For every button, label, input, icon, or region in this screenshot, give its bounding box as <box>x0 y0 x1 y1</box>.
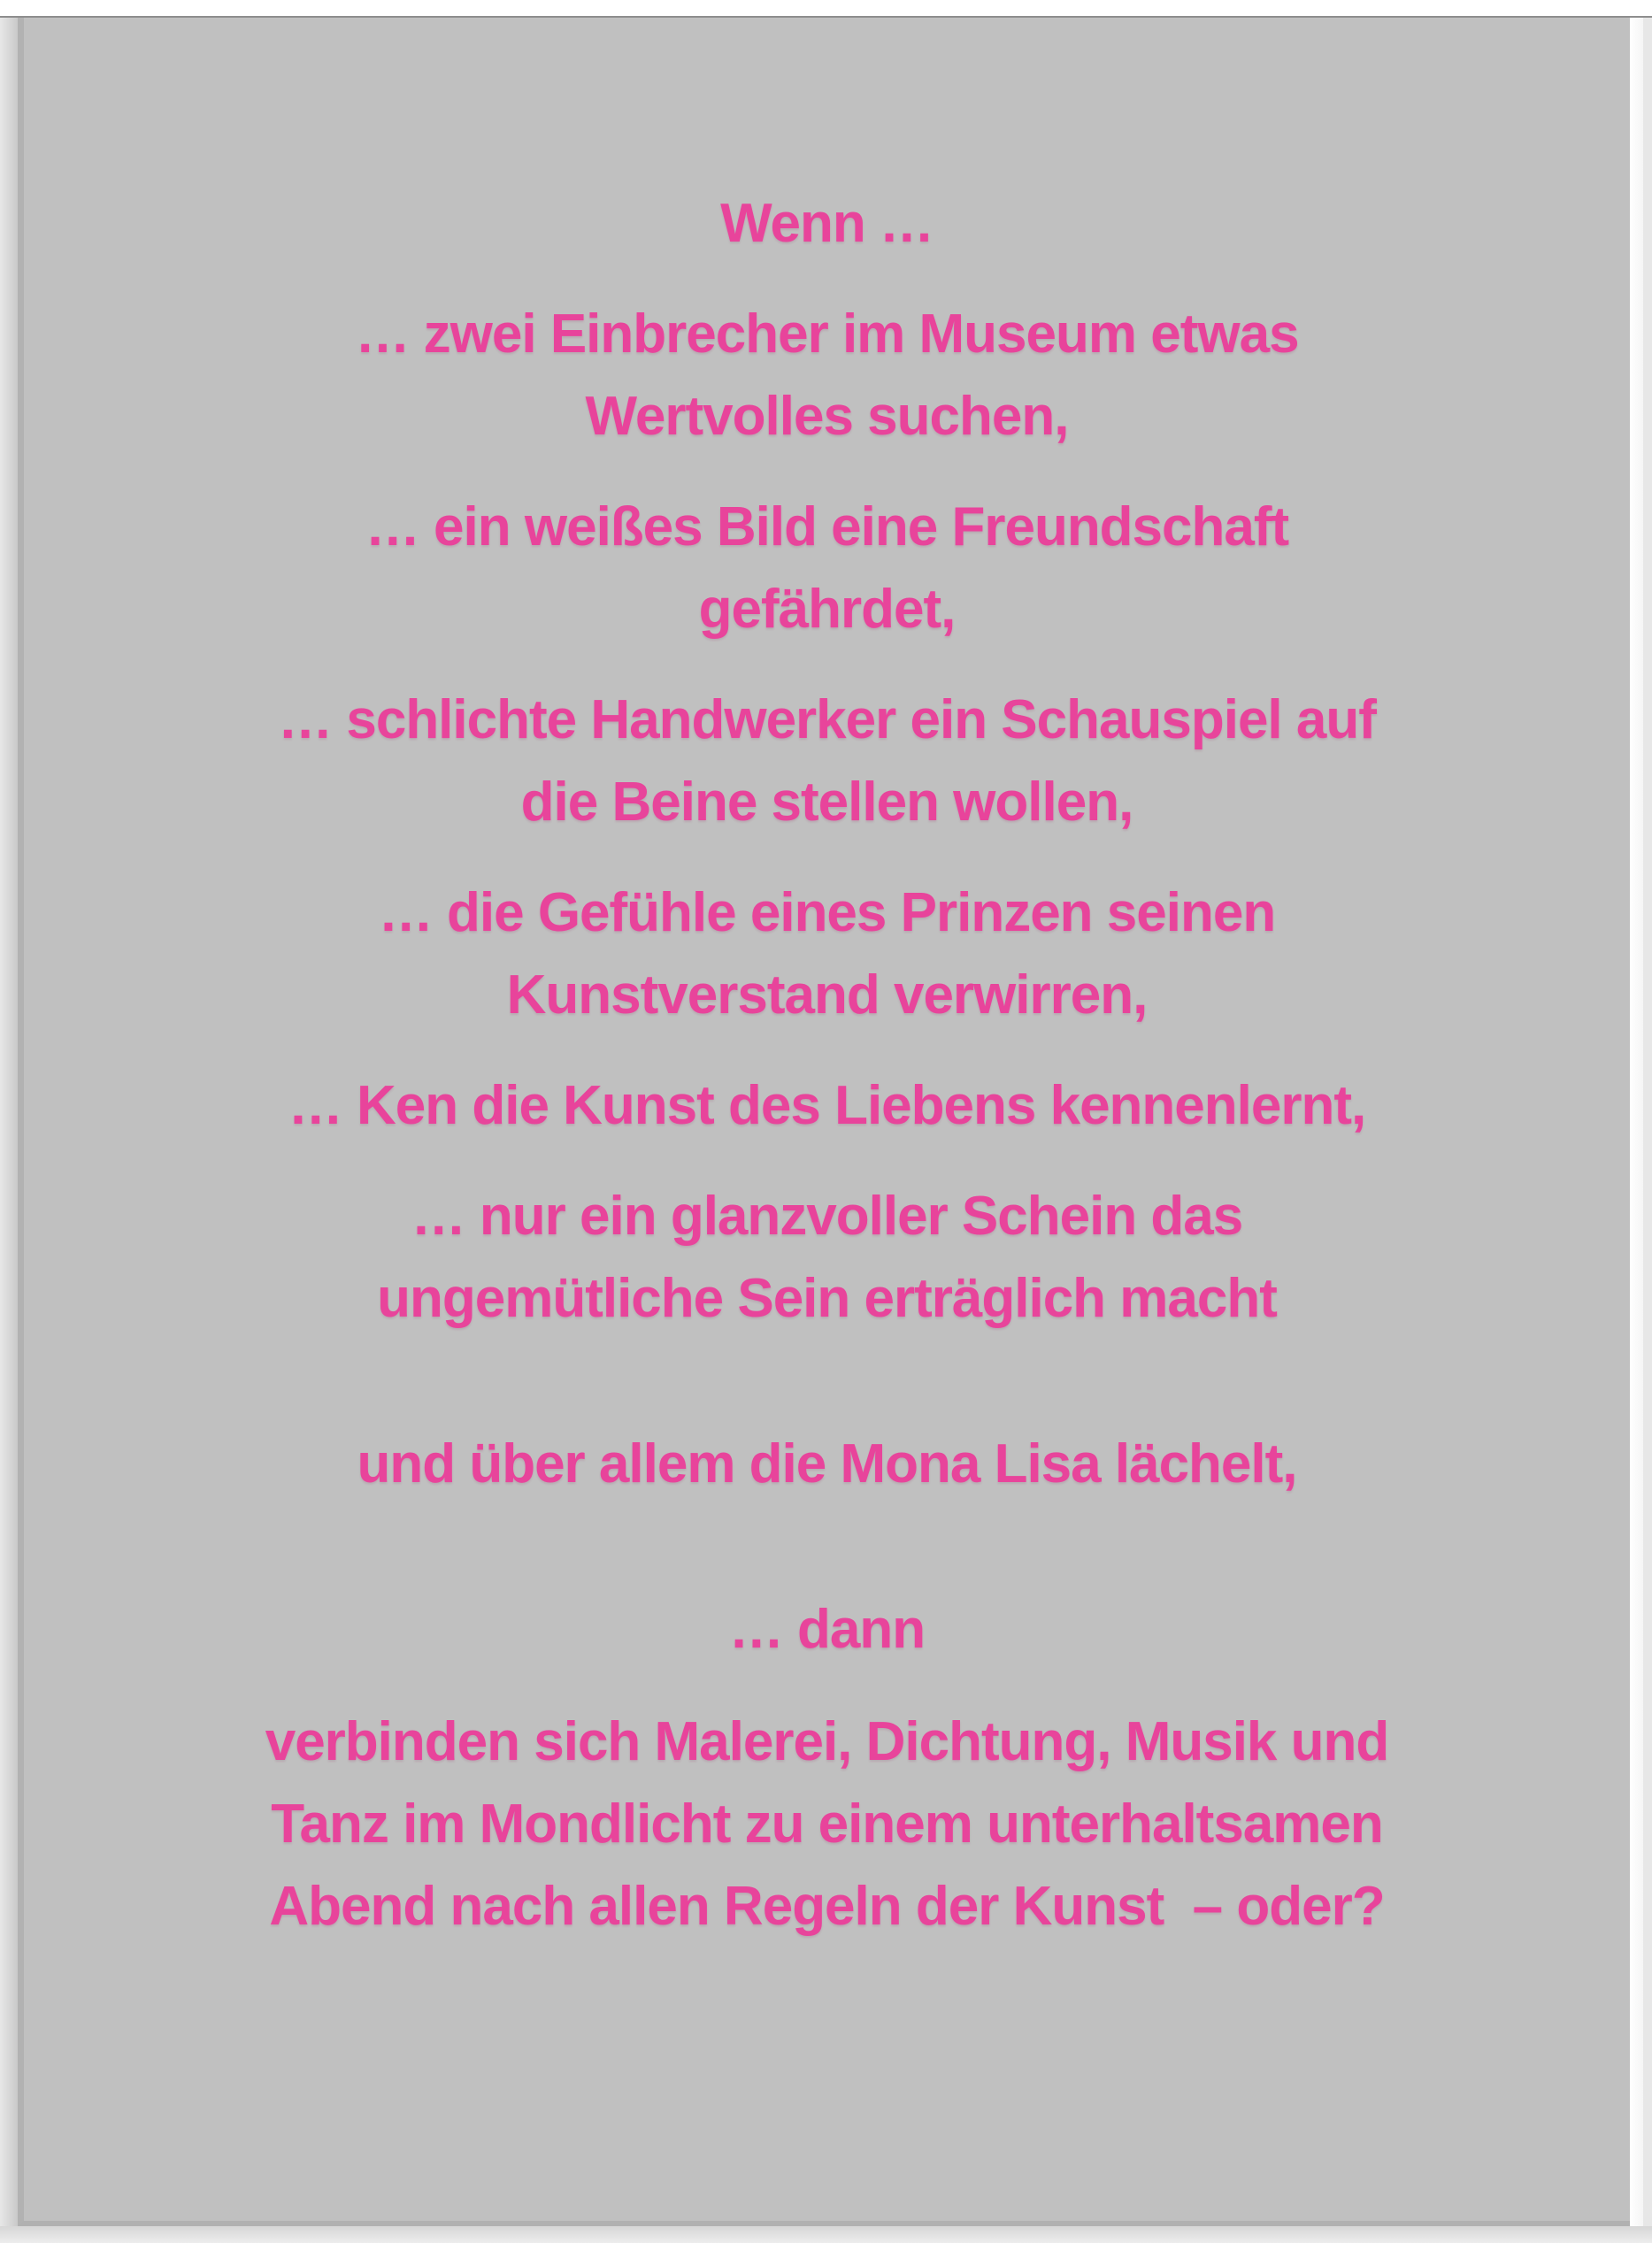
paragraph-ken <box>121 1064 1533 1147</box>
text-line: Wenn … <box>720 193 934 254</box>
paragraph-schein <box>121 1175 1533 1340</box>
text-line: Wertvolles suchen, <box>585 386 1069 447</box>
paragraph-wenn <box>121 182 1533 265</box>
right-margin-strip <box>1630 18 1643 2226</box>
text-line: gefährdet, <box>698 579 956 640</box>
slide-text-block <box>24 18 1630 1947</box>
paragraph-finale <box>121 1701 1533 1947</box>
text-line: verbinden sich Malerei, Dichtung, Musik und <box>265 1711 1389 1772</box>
text-line: ungemütliche Sein erträglich macht <box>377 1268 1277 1329</box>
paragraph-dann <box>121 1588 1533 1671</box>
bottom-margin-shadow <box>0 2226 1652 2243</box>
text-line: … ein weißes Bild eine Freundschaft <box>365 496 1289 557</box>
text-line: und über allem die Mona Lisa lächelt, <box>357 1433 1297 1494</box>
text-line: … dann <box>728 1599 926 1660</box>
slide-canvas <box>18 18 1630 2226</box>
paragraph-mona-lisa <box>121 1423 1533 1505</box>
text-line: … Ken die Kunst des Liebens kennenlernt, <box>288 1075 1366 1136</box>
paragraph-weisses-bild <box>121 486 1533 650</box>
paragraph-einbrecher <box>121 293 1533 457</box>
top-margin-bar <box>0 0 1652 18</box>
text-line: … zwei Einbrecher im Museum etwas <box>355 303 1299 365</box>
paragraph-handwerker <box>121 679 1533 843</box>
text-line: … schlichte Handwerker ein Schauspiel auf <box>278 689 1376 750</box>
text-line: Kunstverstand verwirren, <box>506 964 1148 1025</box>
text-line: Tanz im Mondlicht zu einem unterhaltsamen <box>271 1794 1383 1855</box>
text-line: … die Gefühle eines Prinzen seinen <box>378 882 1276 943</box>
text-line: Abend nach allen Regeln der Kunst – oder? <box>269 1876 1385 1937</box>
right-margin-outer <box>1643 18 1652 2226</box>
text-line: die Beine stellen wollen, <box>520 772 1133 833</box>
paragraph-prinz <box>121 872 1533 1036</box>
text-line: … nur ein glanzvoller Schein das <box>411 1186 1243 1247</box>
left-margin-shadow <box>0 18 18 2243</box>
